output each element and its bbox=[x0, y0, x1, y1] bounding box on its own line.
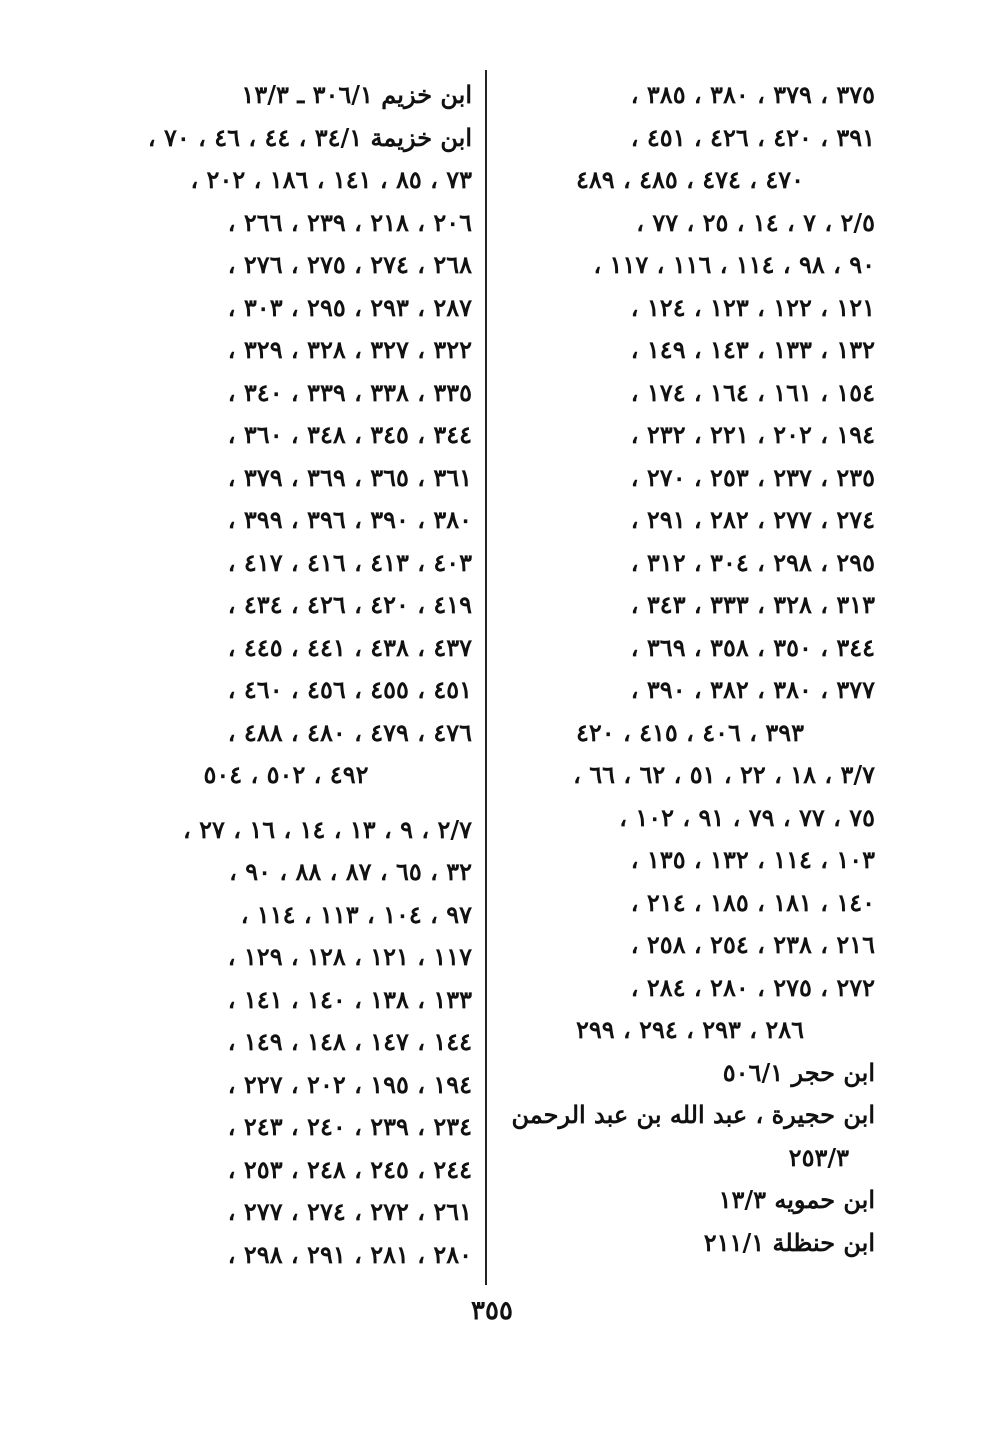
index-line: ٣٢٢ ، ٣٢٧ ، ٣٢٨ ، ٣٢٩ ، bbox=[227, 335, 472, 364]
index-line: ١٥٤ ، ١٦١ ، ١٦٤ ، ١٧٤ ، bbox=[630, 377, 875, 407]
index-line: ١٠٣ ، ١١٤ ، ١٣٢ ، ١٣٥ ، bbox=[630, 845, 875, 874]
index-line: ٢٧٢ ، ٢٧٥ ، ٢٨٠ ، ٢٨٤ ، bbox=[630, 972, 875, 1002]
index-line: ٣٧٧ ، ٣٨٠ ، ٣٨٢ ، ٣٩٠ ، bbox=[630, 675, 875, 704]
index-line: ٢٣٤ ، ٢٣٩ ، ٢٤٠ ، ٢٤٣ ، bbox=[227, 1112, 472, 1141]
index-line: ١٤٠ ، ١٨١ ، ١٨٥ ، ٢١٤ ، bbox=[630, 887, 875, 917]
index-line: ٢/٥ ، ٧ ، ١٤ ، ٢٥ ، ٧٧ ، bbox=[636, 207, 875, 237]
index-line: ٤١٩ ، ٤٢٠ ، ٤٢٦ ، ٤٣٤ ، bbox=[227, 590, 472, 619]
index-line: ٢٤٤ ، ٢٤٥ ، ٢٤٨ ، ٢٥٣ ، bbox=[227, 1154, 472, 1184]
index-line: ٩٧ ، ١٠٤ ، ١١٣ ، ١١٤ ، bbox=[240, 899, 472, 929]
index-line: ١٣٣ ، ١٣٨ ، ١٤٠ ، ١٤١ ، bbox=[227, 984, 472, 1014]
block-gap bbox=[100, 797, 472, 809]
index-line: ٣٦١ ، ٣٦٥ ، ٣٦٩ ، ٣٧٩ ، bbox=[227, 462, 472, 492]
index-line: ابن خزيمة ٣٤/١ ، ٤٤ ، ٤٦ ، ٧٠ ، bbox=[147, 122, 472, 152]
index-line: ابن حمويه ١٣/٣ bbox=[718, 1185, 875, 1214]
index-line: ٣٩١ ، ٤٢٠ ، ٤٢٦ ، ٤٥١ ، bbox=[630, 122, 875, 152]
index-line: ١٤٤ ، ١٤٧ ، ١٤٨ ، ١٤٩ ، bbox=[227, 1027, 472, 1056]
index-line: ١٣٢ ، ١٣٣ ، ١٤٣ ، ١٤٩ ، bbox=[630, 335, 875, 364]
index-line: ٣٩٣ ، ٤٠٦ ، ٤١٥ ، ٤٢٠ bbox=[575, 717, 805, 747]
index-line: ٢٠٦ ، ٢١٨ ، ٢٣٩ ، ٢٦٦ ، bbox=[227, 207, 472, 237]
index-line: ٢٦٨ ، ٢٧٤ ، ٢٧٥ ، ٢٧٦ ، bbox=[227, 250, 472, 279]
index-line: ٧٥ ، ٧٧ ، ٧٩ ، ٩١ ، ١٠٢ ، bbox=[619, 802, 875, 832]
index-line: ٢١٦ ، ٢٣٨ ، ٢٥٤ ، ٢٥٨ ، bbox=[630, 930, 875, 959]
index-line: ٣٣٥ ، ٣٣٨ ، ٣٣٩ ، ٣٤٠ ، bbox=[227, 377, 472, 407]
index-line: ٢/٧ ، ٩ ، ١٣ ، ١٤ ، ١٦ ، ٢٧ ، bbox=[182, 814, 472, 844]
index-line: ٣٨٠ ، ٣٩٠ ، ٣٩٦ ، ٣٩٩ ، bbox=[227, 505, 472, 534]
index-line: ٤٣٧ ، ٤٣٨ ، ٤٤١ ، ٤٤٥ ، bbox=[227, 632, 472, 662]
index-line: ابن حجيرة ، عبد الله بن عبد الرحمن bbox=[511, 1100, 875, 1129]
index-line: ١٩٤ ، ١٩٥ ، ٢٠٢ ، ٢٢٧ ، bbox=[227, 1069, 472, 1099]
index-line: ١١٧ ، ١٢١ ، ١٢٨ ، ١٢٩ ، bbox=[227, 942, 472, 971]
index-line: ٣٤٤ ، ٣٤٥ ، ٣٤٨ ، ٣٦٠ ، bbox=[227, 420, 472, 449]
index-line: ٤٥١ ، ٤٥٥ ، ٤٥٦ ، ٤٦٠ ، bbox=[227, 675, 472, 704]
index-block-ibn-khuzaima-vol2 bbox=[100, 809, 472, 1277]
index-line: ٢٥٣/٣ bbox=[788, 1142, 849, 1172]
column-divider bbox=[485, 70, 487, 1285]
index-line: ٢٨٧ ، ٢٩٣ ، ٢٩٥ ، ٣٠٣ ، bbox=[227, 292, 472, 322]
index-line: ١٩٤ ، ٢٠٢ ، ٢٢١ ، ٢٣٢ ، bbox=[630, 420, 875, 449]
index-column-right bbox=[505, 74, 875, 1264]
index-line: ١٢١ ، ١٢٢ ، ١٢٣ ، ١٢٤ ، bbox=[630, 292, 875, 322]
index-line: ٢٦١ ، ٢٧٢ ، ٢٧٤ ، ٢٧٧ ، bbox=[227, 1197, 472, 1226]
page-number: ٣٥٥ bbox=[471, 1296, 513, 1326]
index-line: ٣/٧ ، ١٨ ، ٢٢ ، ٥١ ، ٦٢ ، ٦٦ ، bbox=[573, 760, 875, 789]
index-line: ٧٣ ، ٨٥ ، ١٤١ ، ١٨٦ ، ٢٠٢ ، bbox=[190, 165, 472, 194]
index-line: ابن حنظلة ٢١١/١ bbox=[703, 1227, 875, 1257]
index-line: ٣٤٤ ، ٣٥٠ ، ٣٥٨ ، ٣٦٩ ، bbox=[630, 632, 875, 662]
index-line: ٢٨٦ ، ٢٩٣ ، ٢٩٤ ، ٢٩٩ bbox=[575, 1015, 805, 1044]
index-line: ٢٣٥ ، ٢٣٧ ، ٢٥٣ ، ٢٧٠ ، bbox=[630, 462, 875, 492]
index-line: ٢٩٥ ، ٢٩٨ ، ٣٠٤ ، ٣١٢ ، bbox=[630, 547, 875, 577]
index-line: ٢٨٠ ، ٢٨١ ، ٢٩١ ، ٢٩٨ ، bbox=[227, 1239, 472, 1269]
index-line: ٤٩٢ ، ٥٠٢ ، ٥٠٤ bbox=[203, 760, 369, 789]
index-line: ٣٧٥ ، ٣٧٩ ، ٣٨٠ ، ٣٨٥ ، bbox=[630, 80, 875, 109]
index-line: ٩٠ ، ٩٨ ، ١١٤ ، ١١٦ ، ١١٧ ، bbox=[593, 250, 875, 279]
index-column-left bbox=[100, 74, 472, 1276]
index-line: ابن خزيم ٣٠٦/١ ـ ١٣/٣ bbox=[241, 80, 472, 109]
index-line: ٣١٣ ، ٣٢٨ ، ٣٣٣ ، ٣٤٣ ، bbox=[630, 590, 875, 619]
index-line: ابن حجر ٥٠٦/١ bbox=[722, 1057, 875, 1087]
index-line: ٣٢ ، ٦٥ ، ٨٧ ، ٨٨ ، ٩٠ ، bbox=[229, 857, 472, 886]
index-line: ٤٠٣ ، ٤١٣ ، ٤١٦ ، ٤١٧ ، bbox=[227, 547, 472, 577]
index-line: ٤٧٠ ، ٤٧٤ ، ٤٨٥ ، ٤٨٩ bbox=[575, 165, 805, 194]
index-line: ٢٧٤ ، ٢٧٧ ، ٢٨٢ ، ٢٩١ ، bbox=[630, 505, 875, 534]
index-line: ٤٧٦ ، ٤٧٩ ، ٤٨٠ ، ٤٨٨ ، bbox=[227, 717, 472, 747]
index-block-ibn-khuzaima-vol1 bbox=[100, 74, 472, 797]
